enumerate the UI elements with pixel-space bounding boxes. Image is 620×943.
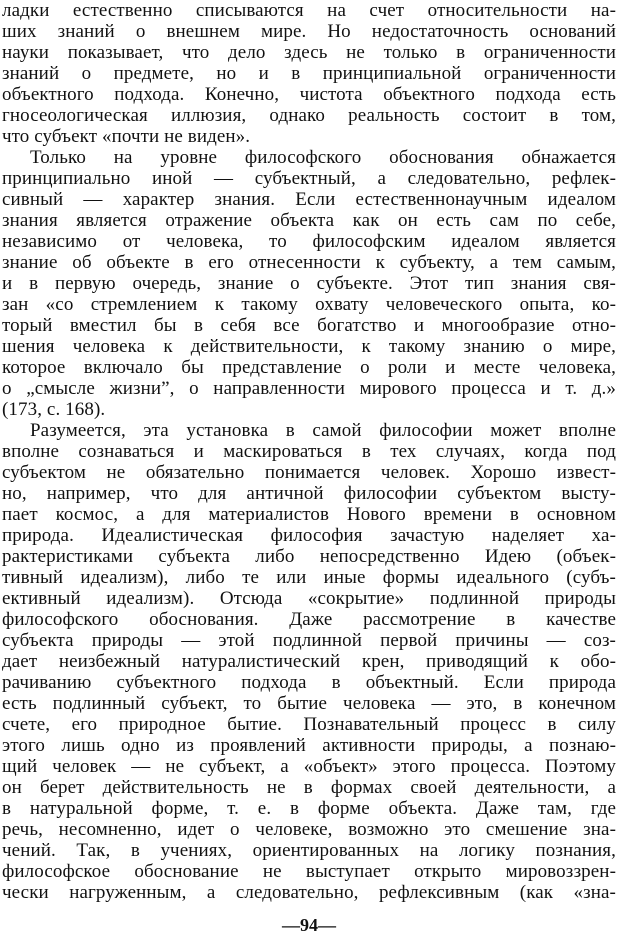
text-line: ладки естественно списываются на счет относительности на- (2, 0, 616, 21)
paragraph-start-line: Разумеется, эта установка в самой философии может вполне (30, 420, 616, 441)
page-number: —94— (282, 915, 336, 935)
text-line: торый вместил бы в себя все богатство и многообразие отно- (2, 315, 616, 336)
text-line: речь, несомненно, идет о человеке, возможно это смешение зна- (2, 819, 616, 840)
text-line: щий человек — не субъект, а «объект» этого процесса. Поэтому (2, 756, 616, 777)
text-line: чески нагруженным, а следовательно, рефлексивным (как «зна- (2, 882, 616, 903)
text-line: рачиванию субъектного подхода в объектный. Если природа (2, 672, 616, 693)
text-line: дает неизбежный натуралистический крен, приводящий к обо- (2, 651, 616, 672)
text-line: науки показывает, что дело здесь не только в ограниченности (2, 42, 616, 63)
text-line: пает космос, а для материалистов Нового времени в основном (2, 504, 616, 525)
text-line: рактеристиками субъекта либо непосредственно Идею (объек- (2, 546, 616, 567)
text-line: ших знаний о внешнем мире. Но недостаточность оснований (2, 21, 616, 42)
text-line: он берет действительность не в формах своей деятельности, а (2, 777, 616, 798)
text-line: природа. Идеалистическая философия зачастую наделяет ха- (2, 525, 616, 546)
text-line: философское обоснование не выступает открыто мировоззрен- (2, 861, 616, 882)
text-line: сивный — характер знания. Если естественнонаучным идеалом (2, 189, 616, 210)
paragraph-start-line: Только на уровне философского обоснования обнажается (30, 147, 616, 168)
text-line: знание об объекте в его отнесенности к субъекту, а тем самым, (2, 252, 616, 273)
citation-line: (173, с. 168). (2, 399, 106, 420)
text-line: субъектом не обязательно понимается человек. Хорошо извест- (2, 462, 616, 483)
text-line: тивный идеализм), либо те или иные формы идеального (субъ- (2, 567, 616, 588)
text-line: о „смысле жизни”, о направленности мирового процесса и т. д.» (2, 378, 616, 399)
text-line: философского обоснования. Даже рассмотрение в качестве (2, 609, 616, 630)
book-page (2, 0, 616, 943)
text-line: гносеологическая иллюзия, однако реальность состоит в том, (2, 105, 616, 126)
text-line: в натуральной форме, т. е. в форме объекта. Даже там, где (2, 798, 616, 819)
text-line: ективный идеализм). Отсюда «сокрытие» подлинной природы (2, 588, 616, 609)
text-line: объектного подхода. Конечно, чистота объектного подхода есть (2, 84, 616, 105)
text-line: есть подлинный субъект, то бытие человека — это, в конечном (2, 693, 616, 714)
text-line: шения человека к действительности, к такому знанию о мире, (2, 336, 616, 357)
text-line: что субъект «почти не виден». (2, 126, 251, 147)
text-line: но, например, что для античной философии субъектом высту- (2, 483, 616, 504)
text-line: этого лишь одно из проявлений активности природы, а познаю- (2, 735, 616, 756)
text-line: независимо от человека, то философским идеалом является (2, 231, 616, 252)
text-line: чений. Так, в учениях, ориентированных на логику познания, (2, 840, 616, 861)
text-line: счете, его природное бытие. Познавательный процесс в силу (2, 714, 616, 735)
text-line: вполне сознаваться и маскироваться в тех случаях, когда под (2, 441, 616, 462)
text-line: субъекта природы — этой подлинной первой причины — соз- (2, 630, 616, 651)
text-line: принципиально иной — субъектный, а следовательно, рефлек- (2, 168, 616, 189)
text-line: знания является отражение объекта как он есть сам по себе, (2, 210, 616, 231)
text-line: и в первую очередь, знание о субъекте. Этот тип знания свя- (2, 273, 616, 294)
text-line: которое включало бы представление о роли и месте человека, (2, 357, 616, 378)
text-line: знаний о предмете, но и в принципиальной ограниченности (2, 63, 616, 84)
text-line: зан «со стремлением к такому охвату человеческого опыта, ко- (2, 294, 616, 315)
